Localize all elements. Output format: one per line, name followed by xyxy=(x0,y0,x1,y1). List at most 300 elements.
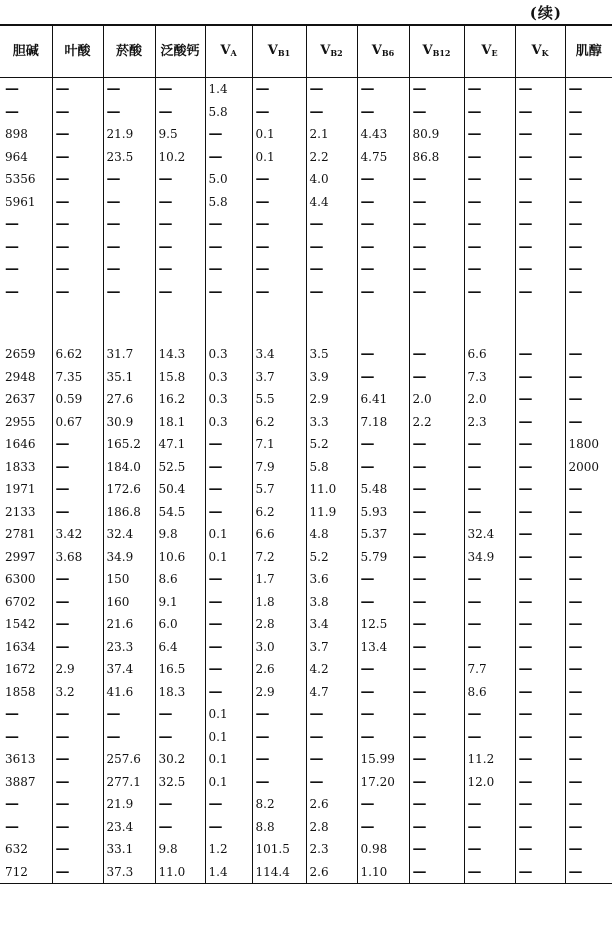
table-cell-ve: — xyxy=(464,213,515,236)
table-cell-vk: — xyxy=(515,236,565,259)
table-cell-niacin: — xyxy=(103,168,155,191)
table-row xyxy=(0,636,612,659)
table-cell-inositol: — xyxy=(565,501,612,524)
table-cell-pantothenate: 11.0 xyxy=(155,861,205,884)
table-cell-ve: 2.3 xyxy=(464,411,515,434)
table-cell-ve: — xyxy=(464,726,515,749)
table-cell-vb12: — xyxy=(409,793,464,816)
table-cell-vb6: — xyxy=(357,168,409,191)
table-cell-folic: — xyxy=(52,146,103,169)
table-cell-va: — xyxy=(205,591,252,614)
table-cell-va: 0.3 xyxy=(205,388,252,411)
table-cell-vb2: — xyxy=(306,748,357,771)
table-cell-ve: — xyxy=(464,433,515,456)
table-cell-choline: 2955 xyxy=(5,414,36,429)
table-cell-vb2: 3.9 xyxy=(306,366,357,389)
table-cell-vb1: 6.2 xyxy=(252,411,306,434)
table-cell-vb12: — xyxy=(409,281,464,304)
table-cell-vb2: 11.9 xyxy=(306,501,357,524)
table-cell-niacin: 31.7 xyxy=(103,343,155,366)
table-cell-pantothenate: 9.8 xyxy=(155,838,205,861)
table-cell-va: 0.3 xyxy=(205,411,252,434)
table-cell-niacin: 277.1 xyxy=(103,771,155,794)
table-row xyxy=(0,816,612,839)
table-cell-va: 0.1 xyxy=(205,771,252,794)
table-cell-vb6: 5.48 xyxy=(357,478,409,501)
table-cell-inositol: — xyxy=(565,523,612,546)
table-cell-vb12: 80.9 xyxy=(409,123,464,146)
table-cell-vb12: — xyxy=(409,433,464,456)
table-cell-choline: 5961 xyxy=(5,194,36,209)
column-header-niacin xyxy=(103,25,155,78)
table-cell-ve: — xyxy=(464,456,515,479)
header-row xyxy=(0,25,612,78)
table-cell-choline: — xyxy=(5,103,19,120)
table-cell-inositol: — xyxy=(565,726,612,749)
table-cell-pantothenate: 9.5 xyxy=(155,123,205,146)
table-cell-vb1: 8.8 xyxy=(252,816,306,839)
table-cell-folic: 3.42 xyxy=(52,523,103,546)
table-cell-choline: — xyxy=(5,706,19,723)
table-row xyxy=(0,748,612,771)
table-cell-choline: 1634 xyxy=(5,639,36,654)
table-row xyxy=(0,478,612,501)
table-cell-va: 0.1 xyxy=(205,523,252,546)
table-cell-vb12: — xyxy=(409,726,464,749)
table-cell-ve: — xyxy=(464,793,515,816)
table-cell-folic: — xyxy=(52,861,103,884)
table-row xyxy=(0,366,612,389)
table-cell-ve: — xyxy=(464,478,515,501)
table-cell-inositol: — xyxy=(565,101,612,124)
table-row xyxy=(0,258,612,281)
table-cell-choline: 1858 xyxy=(5,684,36,699)
table-cell-inositol: 2000 xyxy=(565,456,612,479)
table-cell-ve: — xyxy=(464,146,515,169)
table-cell-choline: 2948 xyxy=(5,369,36,384)
table-cell-vb12: — xyxy=(409,523,464,546)
table-row xyxy=(0,456,612,479)
table-cell-vb1: 5.5 xyxy=(252,388,306,411)
table-row xyxy=(0,546,612,569)
table-cell-folic: 3.68 xyxy=(52,546,103,569)
table-cell-vk: — xyxy=(515,213,565,236)
table-cell-inositol: — xyxy=(565,388,612,411)
table-cell-niacin: — xyxy=(103,258,155,281)
table-cell-vb2: 11.0 xyxy=(306,478,357,501)
table-cell-vk: — xyxy=(515,388,565,411)
table-cell-pantothenate xyxy=(155,303,205,343)
table-cell-folic: — xyxy=(52,101,103,124)
table-cell-ve: — xyxy=(464,123,515,146)
table-cell-va: 5.8 xyxy=(205,101,252,124)
table-cell-choline: 712 xyxy=(0,861,52,884)
table-cell-pantothenate: 15.8 xyxy=(155,366,205,389)
table-cell-pantothenate: — xyxy=(155,236,205,259)
table-row xyxy=(0,613,612,636)
table-cell-folic: 6.62 xyxy=(52,343,103,366)
table-cell-pantothenate: — xyxy=(155,213,205,236)
column-header-label: V xyxy=(371,42,382,58)
table-row xyxy=(0,123,612,146)
table-cell-vb12: — xyxy=(409,343,464,366)
table-cell-vb6: — xyxy=(357,236,409,259)
table-cell-vb6: — xyxy=(357,681,409,704)
column-header-vb6 xyxy=(357,25,409,78)
column-header-label: V xyxy=(531,42,542,58)
table-cell-vb12: — xyxy=(409,816,464,839)
table-cell-folic: — xyxy=(52,568,103,591)
table-cell-vk: — xyxy=(515,411,565,434)
table-cell-va xyxy=(205,303,252,343)
table-cell-vb1: 3.7 xyxy=(252,366,306,389)
table-cell-va: — xyxy=(205,146,252,169)
table-cell-vb1: — xyxy=(252,101,306,124)
table-cell-va: — xyxy=(205,613,252,636)
table-cell-vb6: — xyxy=(357,366,409,389)
table-cell-choline: — xyxy=(5,261,19,278)
table-row xyxy=(0,523,612,546)
table-cell-vb12: — xyxy=(409,258,464,281)
table-cell-folic: — xyxy=(52,703,103,726)
table-cell-folic: — xyxy=(52,213,103,236)
table-cell-va: — xyxy=(205,658,252,681)
table-row xyxy=(0,568,612,591)
table-cell-vb6: — xyxy=(357,726,409,749)
table-cell-inositol: — xyxy=(565,748,612,771)
table-cell-inositol: — xyxy=(565,771,612,794)
table-cell-vb12: — xyxy=(409,101,464,124)
table-cell-niacin: 150 xyxy=(103,568,155,591)
table-cell-inositol: — xyxy=(565,838,612,861)
table-cell-vb2: — xyxy=(306,703,357,726)
table-cell-ve: — xyxy=(464,78,515,101)
column-header-vk xyxy=(515,25,565,78)
table-cell-vb2: 3.5 xyxy=(306,343,357,366)
table-cell-ve: — xyxy=(464,258,515,281)
table-cell-folic xyxy=(52,303,103,343)
table-cell-choline: 1542 xyxy=(5,617,36,632)
table-cell-vb6: 7.18 xyxy=(357,411,409,434)
table-cell-niacin: 23.3 xyxy=(103,636,155,659)
table-cell-vb1: 7.1 xyxy=(252,433,306,456)
table-cell-vk: — xyxy=(515,771,565,794)
table-cell-va: 0.3 xyxy=(205,343,252,366)
column-header-label: V xyxy=(481,42,492,58)
table-cell-vk: — xyxy=(515,478,565,501)
table-row xyxy=(0,793,612,816)
table-cell-folic: — xyxy=(52,591,103,614)
table-cell-niacin: 257.6 xyxy=(103,748,155,771)
table-row xyxy=(0,411,612,434)
table-cell-pantothenate: 8.6 xyxy=(155,568,205,591)
table-cell-vb2: 4.7 xyxy=(306,681,357,704)
table-cell-va: — xyxy=(205,816,252,839)
column-header-label: V xyxy=(267,42,278,58)
table-cell-niacin: 23.4 xyxy=(103,816,155,839)
table-row xyxy=(0,591,612,614)
table-cell-folic: 0.59 xyxy=(52,388,103,411)
table-cell-ve: 32.4 xyxy=(464,523,515,546)
table-row xyxy=(0,78,612,101)
table-cell-niacin: 184.0 xyxy=(103,456,155,479)
table-cell-vb12 xyxy=(409,303,464,343)
table-cell-choline: 2997 xyxy=(5,549,36,564)
table-cell-vb1: 7.2 xyxy=(252,546,306,569)
table-cell-vb12: — xyxy=(409,168,464,191)
table-row xyxy=(0,726,612,749)
table-cell-vb2: — xyxy=(306,281,357,304)
column-header-subscript: K xyxy=(541,47,549,58)
table-cell-vk: — xyxy=(515,546,565,569)
table-cell-vk: — xyxy=(515,726,565,749)
table-cell-vb6: — xyxy=(357,793,409,816)
table-cell-vb1: 6.6 xyxy=(252,523,306,546)
table-cell-vb6: — xyxy=(357,343,409,366)
table-cell-folic: — xyxy=(52,771,103,794)
table-cell-vb6: — xyxy=(357,568,409,591)
table-cell-niacin: 34.9 xyxy=(103,546,155,569)
table-cell-vb12: — xyxy=(409,613,464,636)
table-cell-va: — xyxy=(205,456,252,479)
table-cell-vb12: — xyxy=(409,236,464,259)
table-cell-inositol: — xyxy=(565,681,612,704)
table-cell-pantothenate: — xyxy=(155,726,205,749)
table-cell-ve: 12.0 xyxy=(464,771,515,794)
table-cell-vb2: 2.6 xyxy=(306,793,357,816)
table-cell-vb6: — xyxy=(357,191,409,214)
table-cell-folic: 3.2 xyxy=(52,681,103,704)
table-cell-va: — xyxy=(205,793,252,816)
table-cell-vb2: — xyxy=(306,258,357,281)
table-cell-ve: — xyxy=(464,861,515,884)
table-cell-choline: 1833 xyxy=(5,459,36,474)
table-cell-folic: — xyxy=(52,501,103,524)
table-cell-pantothenate: 52.5 xyxy=(155,456,205,479)
table-cell-vk: — xyxy=(515,258,565,281)
table-cell-inositol: — xyxy=(565,816,612,839)
table-cell-niacin: — xyxy=(103,213,155,236)
table-cell-pantothenate: 16.5 xyxy=(155,658,205,681)
column-header-label: V xyxy=(320,42,331,58)
table-cell-folic: — xyxy=(52,838,103,861)
column-header-label: 胆碱 xyxy=(12,44,39,59)
column-header-label: V xyxy=(422,42,433,58)
table-cell-choline: — xyxy=(5,283,19,300)
table-cell-vb12: — xyxy=(409,771,464,794)
table-cell-pantothenate: — xyxy=(155,793,205,816)
table-cell-vk: — xyxy=(515,343,565,366)
table-cell-pantothenate: — xyxy=(155,78,205,101)
table-cell-niacin: — xyxy=(103,281,155,304)
table-cell-pantothenate: 18.1 xyxy=(155,411,205,434)
table-cell-folic: — xyxy=(52,478,103,501)
table-cell-pantothenate: 9.1 xyxy=(155,591,205,614)
table-cell-vb1: 7.9 xyxy=(252,456,306,479)
table-cell-niacin: 32.4 xyxy=(103,523,155,546)
table-cell-vk: — xyxy=(515,636,565,659)
table-cell-choline: — xyxy=(5,818,19,835)
table-cell-niacin: 21.6 xyxy=(103,613,155,636)
table-cell-niacin: — xyxy=(103,191,155,214)
table-cell-vb1: 3.0 xyxy=(252,636,306,659)
column-header-label: 叶酸 xyxy=(64,44,91,59)
table-cell-niacin: — xyxy=(103,726,155,749)
table-cell-vb2: 3.8 xyxy=(306,591,357,614)
table-cell-va: — xyxy=(205,236,252,259)
table-cell-vb1: — xyxy=(252,213,306,236)
column-header-label: V xyxy=(220,42,231,58)
table-cell-niacin: 30.9 xyxy=(103,411,155,434)
table-row xyxy=(0,191,612,214)
table-cell-vb2: 2.9 xyxy=(306,388,357,411)
table-cell-pantothenate: 32.5 xyxy=(155,771,205,794)
table-cell-vb6: — xyxy=(357,433,409,456)
table-cell-ve: 11.2 xyxy=(464,748,515,771)
table-cell-pantothenate: 10.2 xyxy=(155,146,205,169)
table-cell-choline: 5356 xyxy=(5,172,36,187)
table-cell-niacin: 172.6 xyxy=(103,478,155,501)
table-cell-vb1: 2.9 xyxy=(252,681,306,704)
table-cell-va: — xyxy=(205,568,252,591)
table-cell-vb12: 2.2 xyxy=(409,411,464,434)
table-cell-ve: — xyxy=(464,568,515,591)
table-cell-choline: 964 xyxy=(5,149,28,164)
table-cell-ve: — xyxy=(464,816,515,839)
table-cell-choline: 632 xyxy=(5,842,28,857)
table-row xyxy=(0,236,612,259)
table-cell-vb2: 4.4 xyxy=(306,191,357,214)
table-cell-pantothenate: 6.0 xyxy=(155,613,205,636)
table-cell-va: — xyxy=(205,636,252,659)
table-cell-vb6: 4.75 xyxy=(357,146,409,169)
table-cell-vb12: — xyxy=(409,568,464,591)
table-cell-vb1: — xyxy=(252,771,306,794)
table-cell-pantothenate: 18.3 xyxy=(155,681,205,704)
table-cell-vb2: 2.2 xyxy=(306,146,357,169)
table-cell-vk: — xyxy=(515,281,565,304)
table-cell-vb6: 17.20 xyxy=(357,771,409,794)
table-cell-vb2: — xyxy=(306,771,357,794)
column-header-subscript: A xyxy=(230,47,237,58)
table-cell-va: — xyxy=(205,281,252,304)
table-cell-folic: — xyxy=(52,78,103,101)
column-header-label: 菸酸 xyxy=(115,44,142,59)
table-cell-va: — xyxy=(205,478,252,501)
table-cell-vb6: 5.93 xyxy=(357,501,409,524)
table-cell-choline: 6300 xyxy=(5,572,36,587)
column-header-folic xyxy=(52,25,103,78)
table-cell-vb2: 3.6 xyxy=(306,568,357,591)
table-cell-vb6: 0.98 xyxy=(357,838,409,861)
column-header-choline xyxy=(0,25,52,78)
table-cell-inositol: — xyxy=(565,411,612,434)
table-cell-choline: — xyxy=(5,796,19,813)
table-cell-vk: — xyxy=(515,861,565,884)
table-cell-vk: — xyxy=(515,793,565,816)
table-cell-vb1: — xyxy=(252,191,306,214)
table-cell-choline: 1971 xyxy=(5,482,36,497)
table-row xyxy=(0,703,612,726)
table-cell-vb6: 13.4 xyxy=(357,636,409,659)
table-body xyxy=(0,78,612,884)
table-cell-niacin: 37.3 xyxy=(103,861,155,884)
table-cell-pantothenate: — xyxy=(155,281,205,304)
table-cell-vb6: 5.79 xyxy=(357,546,409,569)
table-cell-inositol: — xyxy=(565,78,612,101)
table-cell-va: — xyxy=(205,433,252,456)
table-row xyxy=(0,213,612,236)
table-cell-ve: — xyxy=(464,236,515,259)
table-cell-vb1: — xyxy=(252,168,306,191)
table-cell-vk: — xyxy=(515,101,565,124)
table-row xyxy=(0,281,612,304)
table-cell-va: 1.4 xyxy=(205,861,252,884)
table-cell-niacin: 21.9 xyxy=(103,793,155,816)
column-header-vb12 xyxy=(409,25,464,78)
table-cell-inositol xyxy=(565,303,612,343)
table-cell-pantothenate: — xyxy=(155,816,205,839)
table-cell-folic: — xyxy=(52,726,103,749)
table-cell-vb1: — xyxy=(252,748,306,771)
table-cell-inositol: — xyxy=(565,191,612,214)
table-cell-vb2: 5.2 xyxy=(306,546,357,569)
table-cell-niacin: 165.2 xyxy=(103,433,155,456)
table-cell-vb2: 2.1 xyxy=(306,123,357,146)
column-header-vb2 xyxy=(306,25,357,78)
table-cell-ve: — xyxy=(464,191,515,214)
table-cell-inositol: — xyxy=(565,213,612,236)
table-row xyxy=(0,168,612,191)
table-cell-inositol: — xyxy=(565,591,612,614)
table-cell-pantothenate: 9.8 xyxy=(155,523,205,546)
table-cell-vb2: 2.8 xyxy=(306,816,357,839)
continued-label: (续) xyxy=(529,4,562,22)
table-cell-ve: — xyxy=(464,613,515,636)
table-cell-vb1: 0.1 xyxy=(252,146,306,169)
table-cell-choline: — xyxy=(5,216,19,233)
table-cell-vb12: — xyxy=(409,591,464,614)
table-cell-va: 1.4 xyxy=(205,78,252,101)
table-cell-vb2: — xyxy=(306,726,357,749)
table-cell-vb12: — xyxy=(409,366,464,389)
table-cell-vb12: — xyxy=(409,748,464,771)
table-cell-niacin: 160 xyxy=(103,591,155,614)
column-header-subscript: B2 xyxy=(330,47,343,58)
table-cell-vb12: — xyxy=(409,213,464,236)
table-row xyxy=(0,101,612,124)
column-header-subscript: B6 xyxy=(381,47,395,58)
table-cell-va: — xyxy=(205,501,252,524)
table-cell-ve: — xyxy=(464,591,515,614)
table-cell-pantothenate: — xyxy=(155,703,205,726)
table-row xyxy=(0,433,612,456)
table-cell-choline: 3613 xyxy=(5,752,36,767)
table-cell-choline: — xyxy=(5,81,19,98)
table-cell-vk: — xyxy=(515,816,565,839)
table-cell-niacin: — xyxy=(103,703,155,726)
table-cell-ve: 7.7 xyxy=(464,658,515,681)
table-cell-vb6: 1.10 xyxy=(357,861,409,884)
table-cell-inositol: — xyxy=(565,168,612,191)
table-cell-vb2: 4.8 xyxy=(306,523,357,546)
table-cell-inositol: — xyxy=(565,343,612,366)
table-cell-vb1 xyxy=(252,303,306,343)
table-cell-folic: 2.9 xyxy=(52,658,103,681)
table-cell-vb1: — xyxy=(252,703,306,726)
table-cell-folic: — xyxy=(52,123,103,146)
table-cell-pantothenate: 54.5 xyxy=(155,501,205,524)
